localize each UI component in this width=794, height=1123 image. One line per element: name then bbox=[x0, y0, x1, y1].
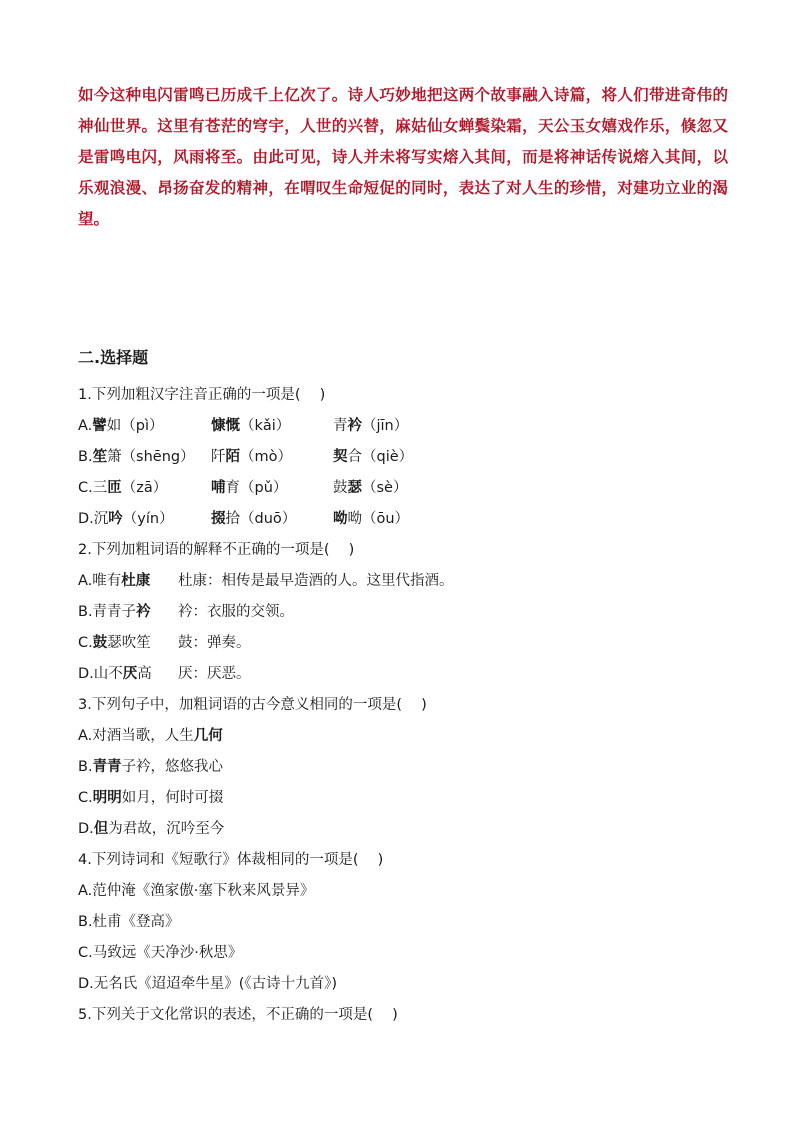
bold-char: 陌 bbox=[225, 449, 240, 465]
bold-char: 呦 bbox=[333, 511, 348, 527]
bold-word: 但 bbox=[93, 821, 109, 837]
bold-char: 譬 bbox=[92, 418, 107, 434]
bold-char: 哺 bbox=[211, 480, 226, 496]
question-2-stem: 2.下列加粗词语的解释不正确的一项是( ) bbox=[78, 542, 355, 558]
bold-char: 衿 bbox=[347, 418, 362, 434]
question-4-option-b[interactable]: B.杜甫《登高》 bbox=[78, 914, 180, 930]
question-5-stem: 5.下列关于文化常识的表述，不正确的一项是( ) bbox=[78, 1007, 398, 1023]
question-4-option-d[interactable]: D.无名氏《迢迢牵牛星》(《古诗十九首》) bbox=[78, 976, 338, 992]
question-list bbox=[78, 380, 728, 1031]
question-2-option-c[interactable]: C.鼓瑟吹笙 鼓：弹奏。 bbox=[78, 635, 251, 651]
question-1-option-a[interactable]: A.譬如（pì） 慷慨（kǎi） 青衿（jīn） bbox=[78, 418, 409, 434]
bold-word: 明明 bbox=[92, 790, 122, 806]
question-3-option-d[interactable]: D.但为君故，沉吟至今 bbox=[78, 821, 225, 837]
bold-char: 契 bbox=[333, 449, 348, 465]
bold-word: 杜康 bbox=[121, 573, 151, 589]
question-3-option-a[interactable]: A.对酒当歌，人生几何 bbox=[78, 728, 223, 744]
question-2-option-b[interactable]: B.青青子衿 衿：衣服的交领。 bbox=[78, 604, 294, 620]
bold-word: 衿 bbox=[136, 604, 151, 620]
bold-word: 鼓 bbox=[92, 635, 108, 651]
question-1-option-b[interactable]: B.笙箫（shēng） 阡陌（mò） 契合（qiè） bbox=[78, 449, 414, 465]
bold-char: 慷 bbox=[211, 418, 226, 434]
bold-word: 厌 bbox=[122, 666, 138, 682]
question-4-stem: 4.下列诗词和《短歌行》体裁相同的一项是( ) bbox=[78, 852, 384, 868]
question-1-option-d[interactable]: D.沉吟（yín） 掇拾（duō） 呦呦（ōu） bbox=[78, 511, 410, 527]
bold-char: 吟 bbox=[108, 511, 123, 527]
bold-char: 笙 bbox=[92, 449, 108, 465]
question-3-option-b[interactable]: B.青青子衿，悠悠我心 bbox=[78, 759, 224, 775]
bold-char: 掇 bbox=[211, 511, 226, 527]
answer-passage: 如今这种电闪雷鸣已历成千上亿次了。诗人巧妙地把这两个故事融入诗篇，将人们带进奇伟的神仙世界。这里有苍茫的穹宇，人世的兴替，麻姑仙女蝉鬓染霜，天公玉女嬉戏作乐，倏忽又是雷鸣电闪，风雨将至。由此可见，诗人并未将写实熔入其间，而是将神话传说熔入其间，以乐观浪漫、昂扬奋发的精神，在喟叹生命短促的同时，表达了对人生的珍惜，对建功立业的渴望。 bbox=[78, 86, 728, 228]
question-4-option-c[interactable]: C.马致远《天净沙·秋思》 bbox=[78, 945, 243, 961]
section-title: 二.选择题 bbox=[78, 348, 149, 367]
question-2-option-d[interactable]: D.山不厌高 厌：厌恶。 bbox=[78, 666, 251, 682]
question-4-option-a[interactable]: A.范仲淹《渔家傲·塞下秋来风景异》 bbox=[78, 883, 315, 899]
question-1-stem: 1.下列加粗汉字注音正确的一项是( ) bbox=[78, 387, 326, 403]
passage-block bbox=[78, 80, 728, 235]
bold-char: 匝 bbox=[107, 480, 122, 496]
question-3-stem: 3.下列句子中，加粗词语的古今意义相同的一项是( ) bbox=[78, 697, 427, 713]
question-2-option-a[interactable]: A.唯有杜康 杜康：相传是最早造酒的人。这里代指酒。 bbox=[78, 573, 454, 589]
question-1-option-c[interactable]: C.三匝（zā） 哺育（pǔ） 鼓瑟（sè） bbox=[78, 480, 408, 496]
bold-char: 瑟 bbox=[347, 480, 362, 496]
bold-word: 青青 bbox=[92, 759, 122, 775]
bold-char: 慨 bbox=[225, 418, 240, 434]
question-3-option-c[interactable]: C.明明如月，何时可掇 bbox=[78, 790, 224, 806]
bold-word: 几何 bbox=[193, 728, 223, 744]
